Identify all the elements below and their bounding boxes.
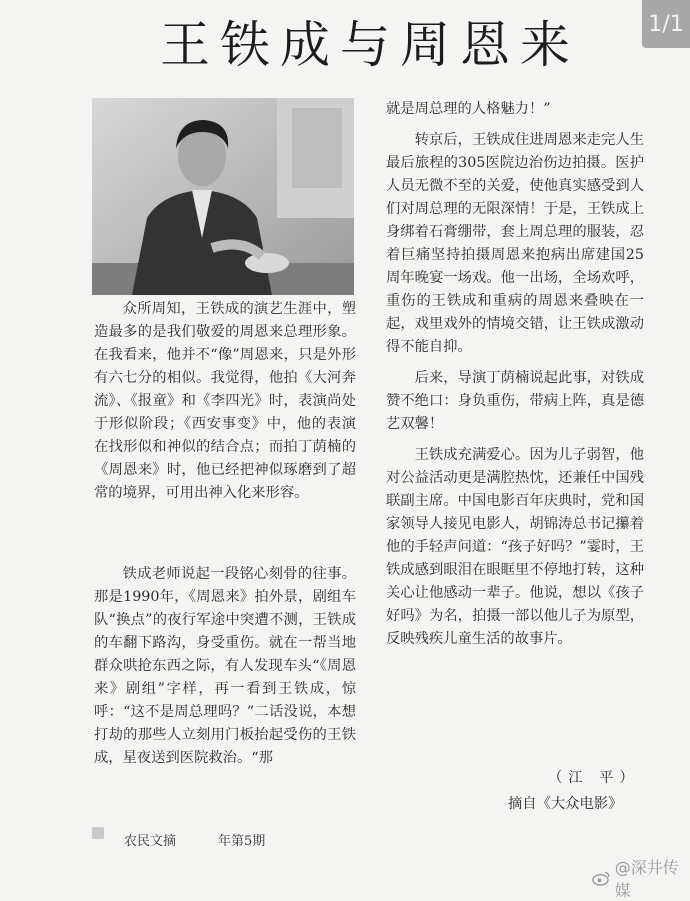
- footer-magazine-name: 农民文摘: [124, 834, 177, 849]
- footer-mark-icon: [92, 827, 104, 839]
- watermark-text: @深井传媒: [614, 858, 679, 900]
- author-byline: （江 平）: [548, 770, 640, 786]
- article-column-left-bottom: [94, 563, 356, 770]
- paragraph: 后来，导演丁荫楠说起此事，对铁成赞不绝口：身负重伤，带病上阵，真是德艺双馨！: [386, 370, 644, 432]
- article-column-left-top: [94, 298, 356, 505]
- page-indicator: 1/1: [642, 0, 690, 48]
- article-title: 王铁成与周恩来: [160, 16, 580, 74]
- portrait-photo: [92, 98, 354, 295]
- weibo-icon: [592, 870, 611, 886]
- article-column-right: [386, 98, 644, 651]
- watermark: [592, 855, 690, 901]
- paragraph-continuation: 就是周总理的人格魅力！”: [386, 101, 551, 117]
- paragraph: 铁成老师说起一段铭心刻骨的往事。那是1990年，《周恩来》拍外景，剧组车队“换点”的夜行军途中突遭不测，王铁成的车翻下路沟，身受重伤。就在一帮当地群众哄抢东西之际，有人发现车头“《周恩来》剧组”字样，再一看到王铁成，惊呼：“这不是周总理吗？”二话没说，本想打劫的那些人立刻用门板抬起受伤的王铁成，星夜送到医院救治。“那: [94, 566, 356, 766]
- source-credit: 摘自《大众电影》: [508, 796, 623, 812]
- footer-issue: 年第5期: [218, 834, 266, 849]
- paragraph: 王铁成充满爱心。因为儿子弱智，他对公益活动更是满腔热忱，还兼任中国残联副主席。中国电影百年庆典时，党和国家领导人接见电影人，胡锦涛总书记攥着他的手轻声问道：“孩子好吗？”霎时，王铁成感到眼泪在眼眶里不停地打转，这种关心让他感动一辈子。他说，想以《孩子好吗》为名，拍摄一部以他儿子为原型，反映残疾儿童生活的故事片。: [386, 447, 644, 647]
- paragraph: 转京后，王铁成住进周恩来走完人生最后旅程的305医院边治伤边拍摄。医护人员无微不至的关爱，使他真实感受到人们对周总理的无限深情！于是，王铁成上身绑着石膏绷带，套上周总理的服装，忍着巨痛坚持拍摄周恩来抱病出席建国25周年晚宴一场戏。他一出场，全场欢呼，重伤的王铁成和重病的周恩来叠映在一起，戏里戏外的情境交错，让王铁成激动得不能自抑。: [386, 132, 644, 355]
- paragraph: 众所周知，王铁成的演艺生涯中，塑造最多的是我们敬爱的周恩来总理形象。在我看来，他并不“像”周恩来，只是外形有六七分的相似。我觉得，他拍《大河奔流》、《报童》和《李四光》时，表演尚处于形似阶段；《西安事变》中，他的表演在找形似和神似的结合点；而拍丁荫楠的《周恩来》时，他已经把神似琢磨到了超常的境界，可用出神入化来形容。: [94, 301, 356, 501]
